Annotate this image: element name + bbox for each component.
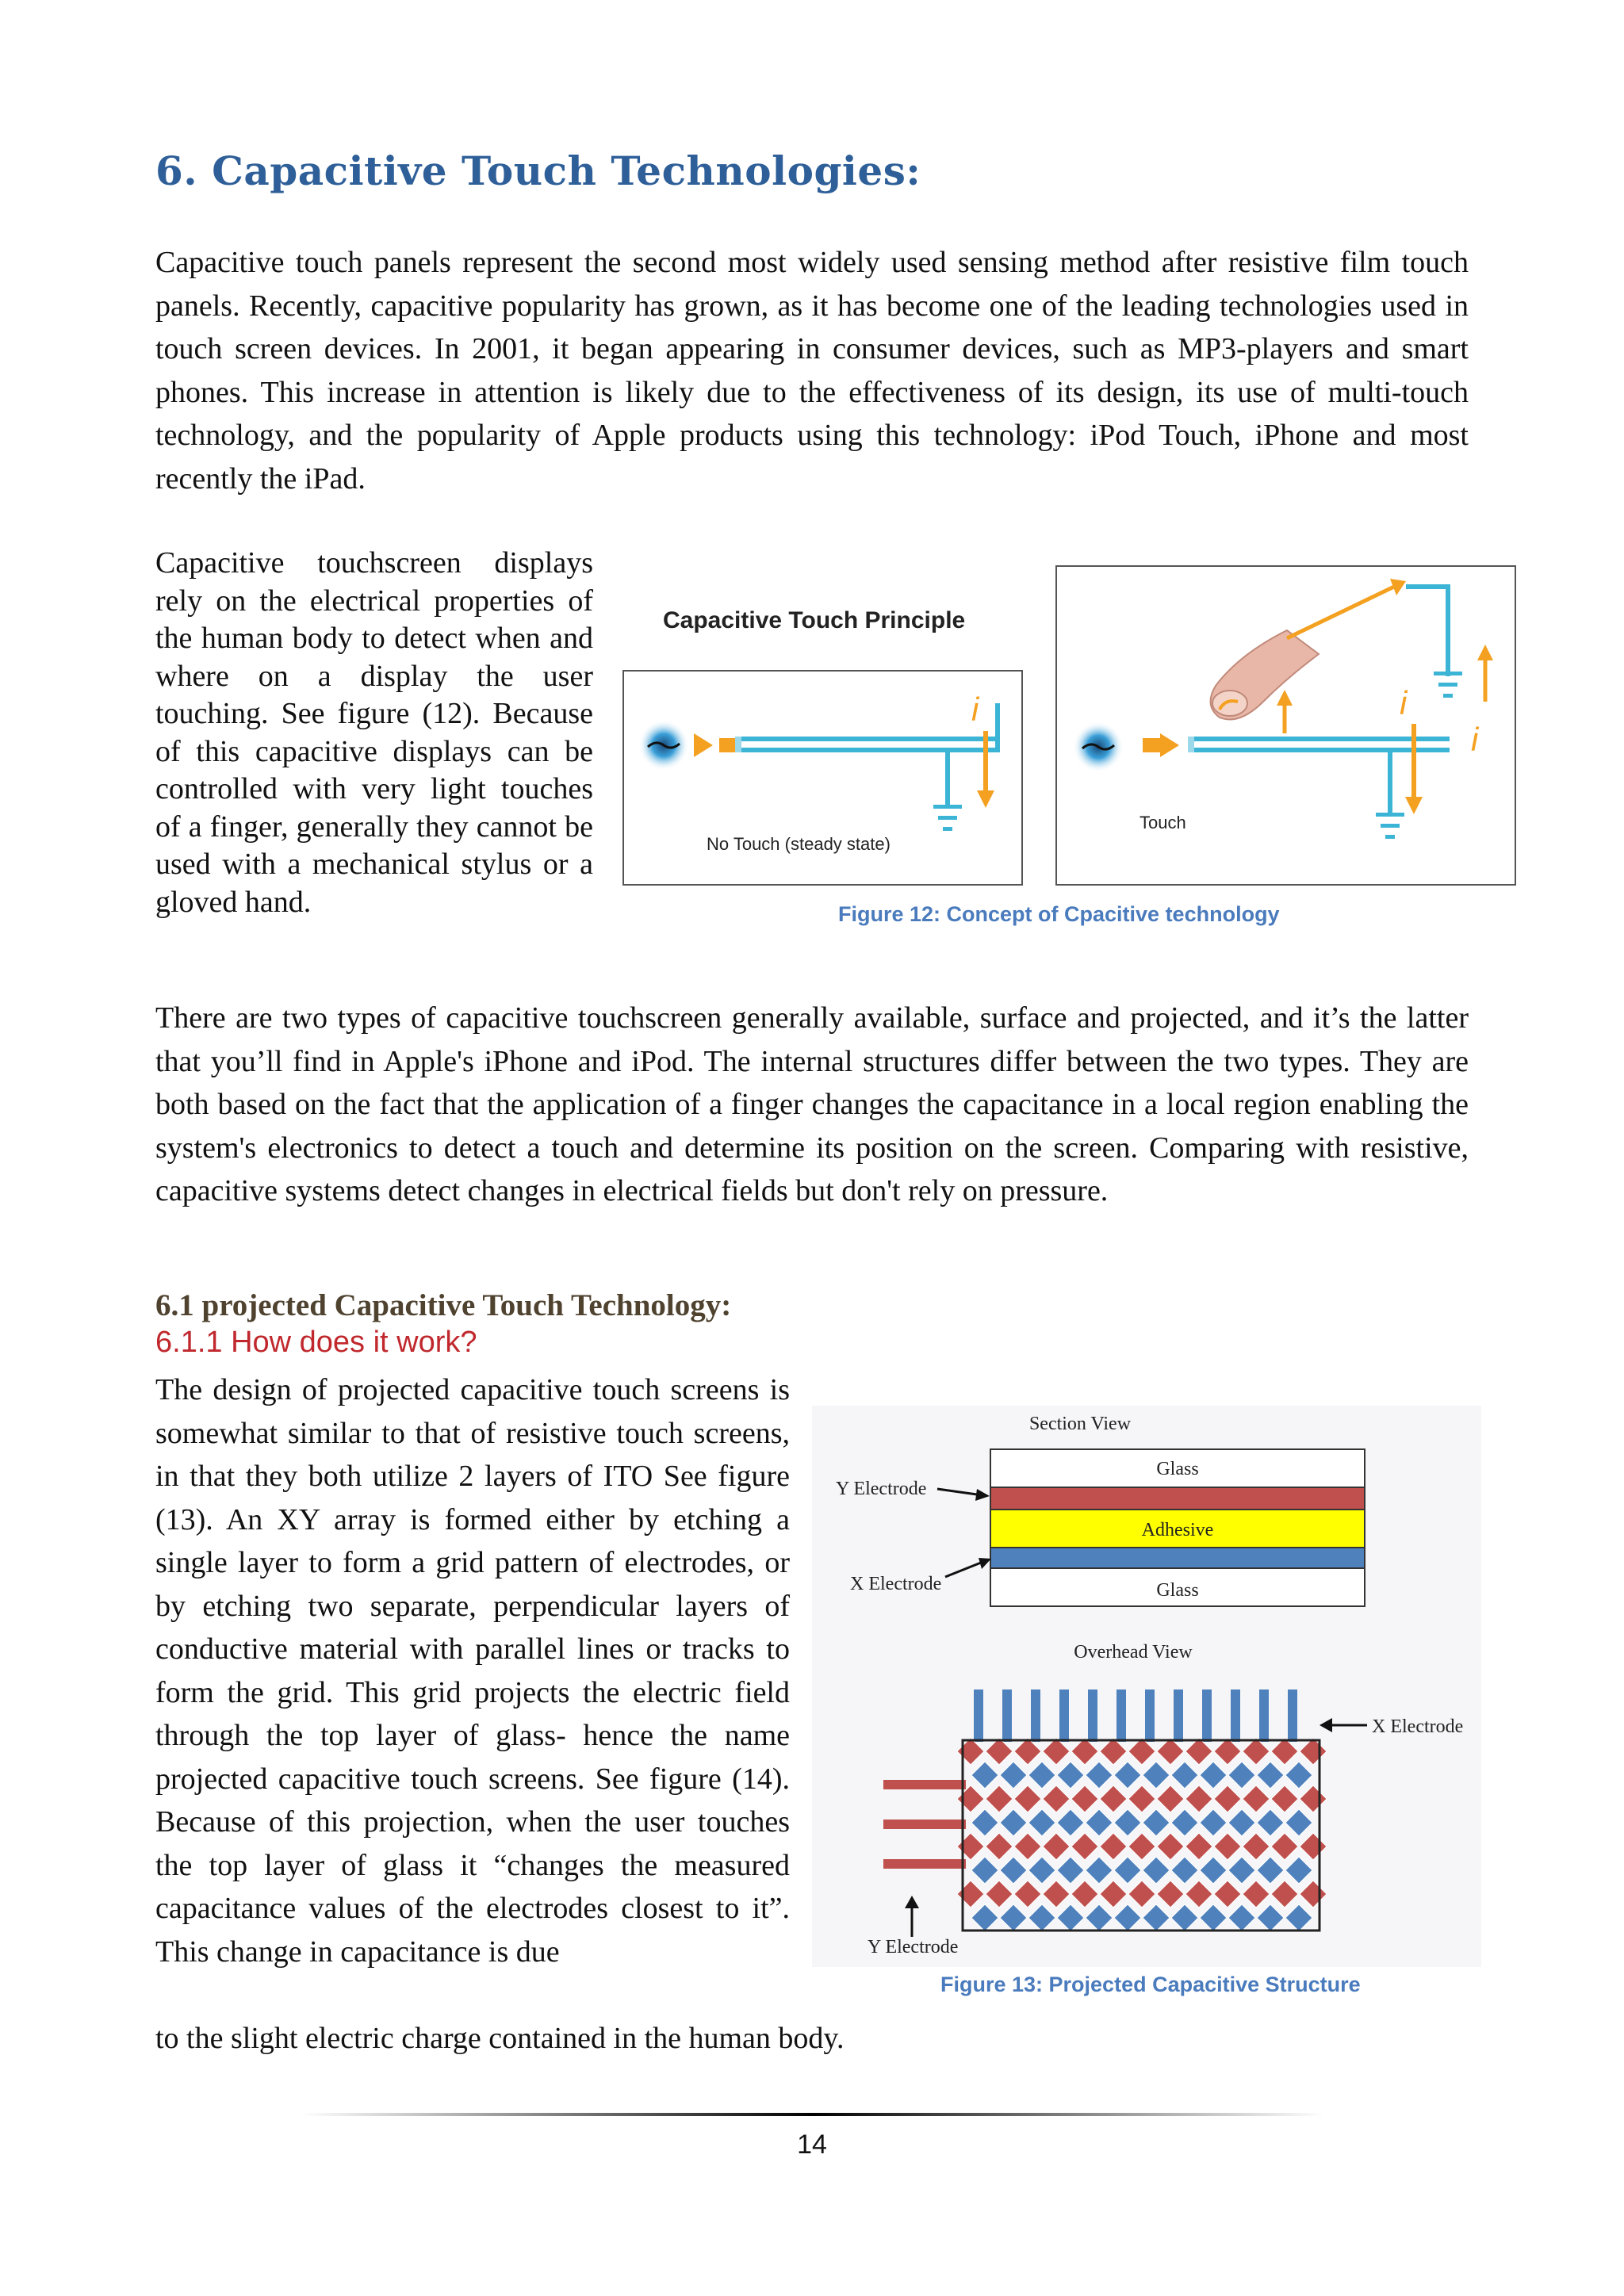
- electrode-diamond: [1100, 1738, 1127, 1765]
- electrode-diamond: [1185, 1785, 1212, 1812]
- electrode-diamond: [986, 1785, 1013, 1812]
- electrode-diamond: [1028, 1809, 1055, 1836]
- electrode-diamond: [971, 1904, 998, 1931]
- section-view-title: Section View: [1028, 1414, 1132, 1434]
- electrode-diamond: [1000, 1857, 1027, 1884]
- subsection-heading: 6.1.1 How does it work?: [155, 1326, 477, 1359]
- x-electrode-tab: [1288, 1689, 1297, 1742]
- electrode-diamond: [1143, 1857, 1170, 1884]
- y-electrode-lead: [883, 1820, 966, 1829]
- y-electrode-label: Y Electrode: [836, 1479, 927, 1499]
- y-electrode-overhead-label: Y Electrode: [868, 1937, 959, 1957]
- input-arrow-icon: [694, 733, 713, 757]
- figure12-heading: Capacitive Touch Principle: [663, 607, 966, 633]
- ground-icon: [1376, 813, 1404, 817]
- y-electrode-lead: [883, 1859, 966, 1869]
- x-electrode-tab: [1088, 1689, 1097, 1742]
- electrode-diamond: [1185, 1738, 1212, 1765]
- electrode-diamond: [1157, 1833, 1184, 1860]
- current-symbol: i: [1400, 684, 1408, 721]
- electrode-diamond: [1100, 1785, 1127, 1812]
- electrode-diamond: [1014, 1881, 1041, 1908]
- figure12-left-panel: [622, 670, 1023, 886]
- electrode-diamond: [1300, 1785, 1327, 1812]
- figure12-right-panel: [1055, 565, 1516, 886]
- electrode-diamond: [986, 1833, 1013, 1860]
- electrode-line: [995, 703, 1000, 752]
- x-electrode-tab: [1116, 1689, 1126, 1742]
- electrode-diamond: [957, 1881, 984, 1908]
- no-touch-label: No Touch (steady state): [707, 834, 891, 854]
- x-electrode-tab: [1259, 1689, 1269, 1742]
- electrode-diamond: [1243, 1785, 1270, 1812]
- electrode-diamond: [971, 1857, 998, 1884]
- electrode-diamond: [1100, 1833, 1127, 1860]
- electrode-diamond: [1228, 1809, 1255, 1836]
- electrode-diamond: [1000, 1762, 1027, 1789]
- electrode-diamond: [1014, 1785, 1041, 1812]
- electrode-diamond: [1243, 1738, 1270, 1765]
- electrode-diamond: [1271, 1738, 1298, 1765]
- electrode-diamond: [1014, 1833, 1041, 1860]
- adhesive-label: Adhesive: [1141, 1520, 1214, 1540]
- electrode-diamond: [1228, 1762, 1255, 1789]
- electrode-diamond: [1200, 1809, 1227, 1836]
- electrode-diamond: [1200, 1762, 1227, 1789]
- electrode-diamond: [1243, 1833, 1270, 1860]
- projected-paragraph-tail: to the slight electric charge contained in the human body.: [155, 2022, 845, 2055]
- electrode-diamond: [1057, 1762, 1084, 1789]
- electrode-diamond: [1057, 1809, 1084, 1836]
- electrode-diamond: [1043, 1785, 1070, 1812]
- electrode-diamond: [1228, 1904, 1255, 1931]
- figure13: [812, 1406, 1481, 1967]
- electrode-diamond: [1086, 1904, 1113, 1931]
- x-electrode-label: X Electrode: [850, 1574, 942, 1594]
- electrode-diamond: [1257, 1762, 1284, 1789]
- electrode-diamond: [1171, 1857, 1198, 1884]
- electrode-diamond: [1143, 1904, 1170, 1931]
- side-paragraph: Capacitive touchscreen displays rely on the electrical properties of the human body to detect when and where on a display the user touching. See figure (12). Because of this capacitive displays can be controlled with very light touches of a finger, generally they cannot be used with a mechanical stylus or a gloved hand.: [155, 546, 593, 919]
- ground-icon: [933, 805, 962, 809]
- electrode-diamond: [1171, 1809, 1198, 1836]
- projected-paragraph: The design of projected capacitive touch screens is somewhat similar to that of resistive touch screens, in that they both utilize 2 layers of ITO See figure (13). An XY array is formed either by etching a single layer to form a grid pattern of electrodes, or by etching two separate, perpendicular layers of conductive material with parallel lines or tracks to form the grid. This grid projects the electric field through the top layer of glass- hence the name projected capacitive touch screens. See figure (14). Because of this projection, when the user touches the top layer of glass it “changes the measured capacitance values of the electrodes closest to it”. This change in capacitance is due: [155, 1373, 790, 1969]
- y-electrode-lead: [883, 1780, 966, 1789]
- electrode-diamond: [1214, 1881, 1241, 1908]
- electrode-diamond: [1143, 1762, 1170, 1789]
- section-subheading: 6.1 projected Capacitive Touch Technology:: [155, 1288, 732, 1322]
- electrode-diamond: [1086, 1857, 1113, 1884]
- projected-structure-diagram: [812, 1406, 1481, 1967]
- electrode-diamond: [1143, 1809, 1170, 1836]
- figure13-caption: Figure 13: Projected Capacitive Structure: [940, 1973, 1361, 1996]
- electrode-diamond: [1014, 1738, 1041, 1765]
- x-electrode-tab: [1174, 1689, 1183, 1742]
- page-title: 6. Capacitive Touch Technologies:: [155, 147, 921, 194]
- electrode-diamond: [1071, 1833, 1098, 1860]
- electrode-diamond: [1200, 1904, 1227, 1931]
- electrode-diamond: [1071, 1738, 1098, 1765]
- finger-icon: [1211, 630, 1319, 720]
- electrode-diamond: [1185, 1833, 1212, 1860]
- electrode-diamond: [1114, 1809, 1141, 1836]
- electrode-diamond: [986, 1738, 1013, 1765]
- electrode-grid: [883, 1689, 1327, 1931]
- current-symbol-2: i: [1471, 721, 1479, 758]
- electrode-diamond: [1300, 1881, 1327, 1908]
- electrode-diamond: [971, 1809, 998, 1836]
- electrode-diamond: [1214, 1833, 1241, 1860]
- electrode-diamond: [1071, 1881, 1098, 1908]
- electrode-diamond: [1000, 1904, 1027, 1931]
- current-symbol: i: [971, 691, 979, 728]
- glass-bottom-label: Glass: [1156, 1580, 1199, 1601]
- electrode-diamond: [1028, 1762, 1055, 1789]
- electrode-diamond: [1157, 1881, 1184, 1908]
- electrode-diamond: [1271, 1833, 1298, 1860]
- electrode-diamond: [1114, 1857, 1141, 1884]
- electrode-diamond: [1271, 1881, 1298, 1908]
- electrode-diamond: [971, 1762, 998, 1789]
- electrode-diamond: [1028, 1857, 1055, 1884]
- electrode-diamond: [1285, 1904, 1312, 1931]
- electrode-diamond: [1300, 1833, 1327, 1860]
- electrode-diamond: [1128, 1833, 1155, 1860]
- electrode-diamond: [1285, 1762, 1312, 1789]
- electrode-diamond: [1086, 1762, 1113, 1789]
- electrode-diamond: [1300, 1738, 1327, 1765]
- electrode-diamond: [1028, 1904, 1055, 1931]
- figure12-caption: Figure 12: Concept of Cpacitive technology: [838, 902, 1280, 926]
- electrode-diamond: [1257, 1809, 1284, 1836]
- electrode-diamond: [1114, 1762, 1141, 1789]
- glass-top-label: Glass: [1156, 1459, 1199, 1479]
- electrode-diamond: [1200, 1857, 1227, 1884]
- x-electrode-layer: [990, 1548, 1365, 1568]
- electrode-diamond: [1214, 1738, 1241, 1765]
- electrode-diamond: [1228, 1857, 1255, 1884]
- x-electrode-tab: [1031, 1689, 1040, 1742]
- electrode-diamond: [957, 1833, 984, 1860]
- electrode-diamond: [1171, 1762, 1198, 1789]
- electrode-diamond: [1185, 1881, 1212, 1908]
- electrode-diamond: [1243, 1881, 1270, 1908]
- electrode-diamond: [957, 1785, 984, 1812]
- electrode-diamond: [1128, 1785, 1155, 1812]
- electrode-diamond: [1128, 1738, 1155, 1765]
- electrode-diamond: [1285, 1857, 1312, 1884]
- electrode-diamond: [1285, 1809, 1312, 1836]
- no-touch-diagram: [624, 672, 1021, 884]
- y-electrode-layer: [990, 1487, 1365, 1510]
- electrode-diamond: [986, 1881, 1013, 1908]
- electrode-diamond: [1043, 1738, 1070, 1765]
- electrode-diamond: [1043, 1833, 1070, 1860]
- touch-diagram: [1057, 567, 1515, 884]
- overhead-view-title: Overhead View: [1074, 1642, 1193, 1663]
- x-electrode-tab: [1202, 1689, 1212, 1742]
- x-electrode-tab: [1231, 1689, 1240, 1742]
- types-paragraph: There are two types of capacitive touchscreen generally available, surface and projected, and it’s the latter that you’ll find in Apple's iPhone and iPod. The internal structures differ between the two types. They are both based on the fact that the application of a finger changes the capacitance in a local region enabling the system's electronics to detect a touch and determine its position on the screen. Comparing with resistive, capacitive systems detect changes in electrical fields but don't rely on pressure.: [155, 1001, 1469, 1207]
- x-electrode-tab: [1145, 1689, 1155, 1742]
- touch-label: Touch: [1139, 813, 1186, 832]
- electrode-diamond: [1086, 1809, 1113, 1836]
- x-electrode-tab: [1059, 1689, 1069, 1742]
- electrode-diamond: [1057, 1904, 1084, 1931]
- electrode-diamond: [1214, 1785, 1241, 1812]
- electrode-diamond: [1257, 1904, 1284, 1931]
- electrode-diamond: [1128, 1881, 1155, 1908]
- electrode-diamond: [1157, 1785, 1184, 1812]
- electrode-diamond: [1271, 1785, 1298, 1812]
- footer-divider: [301, 2112, 1324, 2117]
- electrode-diamond: [957, 1738, 984, 1765]
- x-electrode-overhead-label: X Electrode: [1372, 1716, 1464, 1737]
- page-number: 14: [797, 2130, 827, 2160]
- electrode-diamond: [1000, 1809, 1027, 1836]
- intro-paragraph: Capacitive touch panels represent the second most widely used sensing method after resistive film touch panels. Recently, capacitive popularity has grown, as it has become one of the leading technologies used in touch screen devices. In 2001, it began appearing in consumer devices, such as MP3-players and smart phones. This increase in attention is likely due to the effectiveness of its design, its use of multi-touch technology, and the popularity of Apple products using this technology: iPod Touch, iPhone and most recently the iPad.: [155, 246, 1469, 496]
- electrode-diamond: [1171, 1904, 1198, 1931]
- electrode-diamond: [1071, 1785, 1098, 1812]
- x-electrode-tab: [1002, 1689, 1012, 1742]
- electrode-diamond: [1100, 1881, 1127, 1908]
- x-electrode-tab: [974, 1689, 983, 1742]
- electrode-line: [1446, 584, 1450, 640]
- electrode-diamond: [1057, 1857, 1084, 1884]
- electrode-diamond: [1257, 1857, 1284, 1884]
- input-arrow-icon: [1160, 733, 1179, 757]
- electrode-diamond: [1157, 1738, 1184, 1765]
- electrode-diamond: [1114, 1904, 1141, 1931]
- electrode-diamond: [1043, 1881, 1070, 1908]
